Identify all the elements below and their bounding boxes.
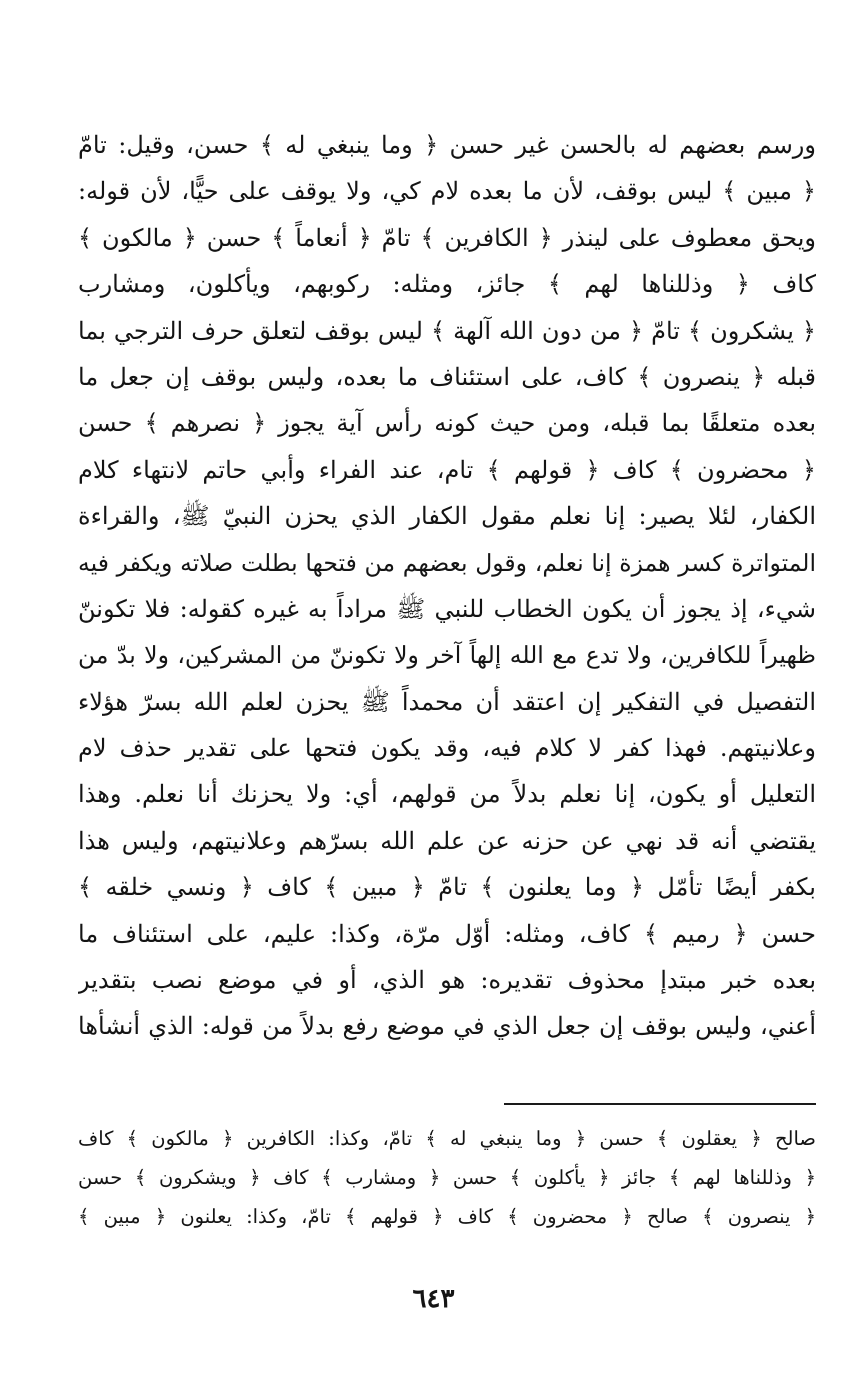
text-line: الكفار، لئلا يصير: إنا نعلم مقول الكفار الذي يحزن النبيّ ﷺ، والقراءة bbox=[78, 502, 816, 531]
text-line: ورسم بعضهم له بالحسن غير حسن ﴿ وما ينبغي له ﴾ حسن، وقيل: تامّ bbox=[78, 131, 816, 159]
text-line: التفصيل في التفكير إن اعتقد أن محمداً ﷺ يحزن لعلم الله بسرّ هؤلاء bbox=[78, 687, 816, 716]
footnotes-block bbox=[78, 1119, 816, 1236]
main-text-block bbox=[78, 122, 816, 1050]
text-line: يقتضي أنه قد نهي عن حزنه عن علم الله بسرّهم وعلانيتهم، وليس هذا bbox=[78, 826, 816, 855]
footnote-separator bbox=[504, 1103, 816, 1105]
footnote-line: ﴿ ينصرون ﴾ صالح ﴿ محضرون ﴾ كاف ﴿ قولهم ﴾ تامّ، وكذا: يعلنون ﴿ مبين ﴾ bbox=[78, 1205, 816, 1228]
page-number: ٦٤٣ bbox=[412, 1284, 455, 1314]
text-line: أعني، وليس بوقف إن جعل الذي في موضع رفع بدلاً من قوله: الذي أنشأها bbox=[78, 1012, 816, 1041]
text-line: ﴿ مبين ﴾ ليس بوقف، لأن ما بعده لام كي، ولا يوقف على حيًّا، لأن قوله: bbox=[78, 177, 816, 206]
text-line: بعده متعلقًا بما قبله، ومن حيث كونه رأس آية يجوز ﴿ نصرهم ﴾ حسن bbox=[78, 409, 816, 438]
text-line: بكفر أيضًا تأمّل ﴿ وما يعلنون ﴾ تامّ ﴿ مبين ﴾ كاف ﴿ ونسي خلقه ﴾ bbox=[78, 873, 816, 902]
text-line: التعليل أو يكون، إنا نعلم بدلاً من قولهم، أي: ولا يحزنك أنا نعلم. وهذا bbox=[78, 780, 816, 809]
text-line: كاف ﴿ وذللناها لهم ﴾ جائز، ومثله: ركوبهم، ويأكلون، ومشارب bbox=[78, 270, 816, 299]
text-line: حسن ﴿ رميم ﴾ كاف، ومثله: أوّل مرّة، وكذا: عليم، على استئناف ما bbox=[78, 919, 816, 948]
text-line: ﴿ يشكرون ﴾ تامّ ﴿ من دون الله آلهة ﴾ ليس بوقف لتعلق حرف الترجي بما bbox=[78, 316, 816, 345]
text-line: بعده خبر مبتدإ محذوف تقديره: هو الذي، أو في موضع نصب بتقدير bbox=[78, 966, 816, 995]
text-line: ويحق معطوف على لينذر ﴿ الكافرين ﴾ تامّ ﴿ أنعاماً ﴾ حسن ﴿ مالكون ﴾ bbox=[78, 223, 816, 252]
footnote-line: ﴿ وذللناها لهم ﴾ جائز ﴿ يأكلون ﴾ حسن ﴿ ومشارب ﴾ كاف ﴿ ويشكرون ﴾ حسن bbox=[78, 1166, 816, 1189]
text-line: المتواترة كسر همزة إنا نعلم، وقول بعضهم من فتحها بطلت صلاته ويكفر فيه bbox=[78, 548, 816, 577]
text-line: ﴿ محضرون ﴾ كاف ﴿ قولهم ﴾ تام، عند الفراء وأبي حاتم لانتهاء كلام bbox=[78, 455, 816, 484]
text-line: وعلانيتهم. فهذا كفر لا كلام فيه، وقد يكون فتحها على تقدير حذف لام bbox=[78, 734, 816, 763]
text-line: ظهيراً للكافرين، ولا تدع مع الله إلهاً آخر ولا تكوننّ من المشركين، ولا بدّ من bbox=[78, 641, 816, 670]
text-line: قبله ﴿ ينصرون ﴾ كاف، على استئناف ما بعده، وليس بوقف إن جعل ما bbox=[78, 362, 816, 391]
text-line: شيء، إذ يجوز أن يكون الخطاب للنبي ﷺ مراداً به غيره كقوله: فلا تكوننّ bbox=[78, 594, 816, 623]
footnote-line: صالح ﴿ يعقلون ﴾ حسن ﴿ وما ينبغي له ﴾ تامّ، وكذا: الكافرين ﴿ مالكون ﴾ كاف bbox=[78, 1127, 816, 1150]
